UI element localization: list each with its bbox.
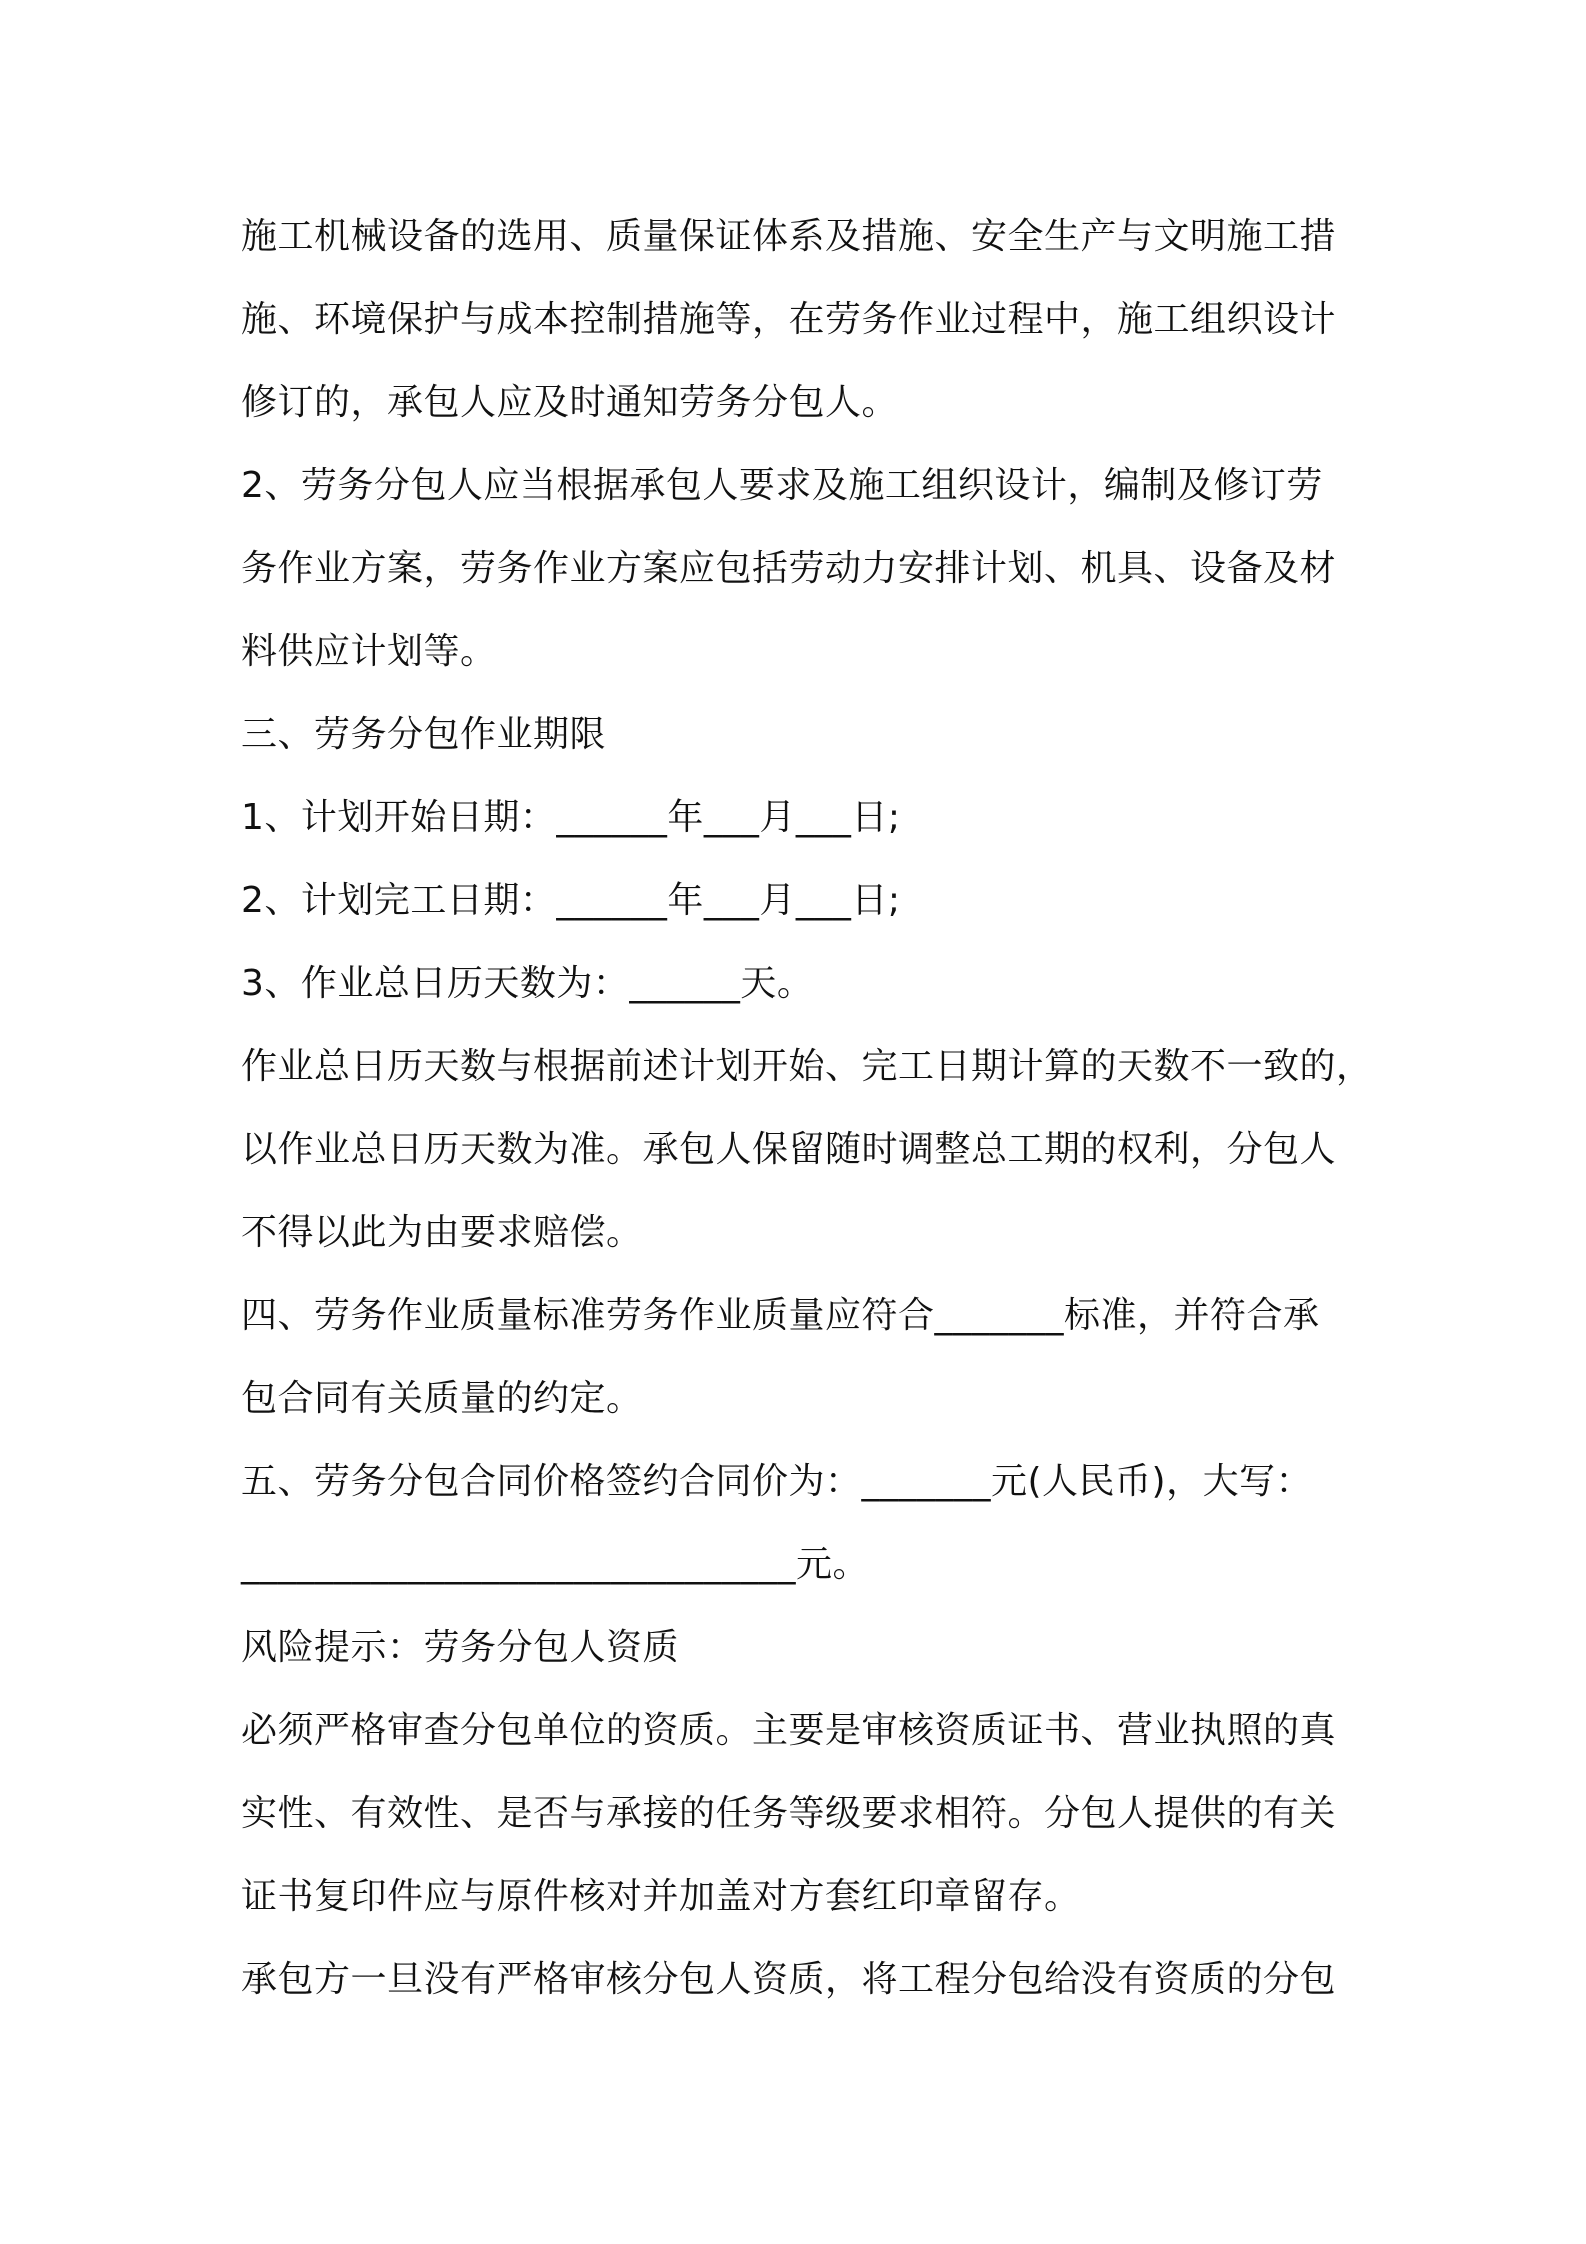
text-line: ______________________________元。 — [241, 1544, 869, 1585]
text-line: 作业总日历天数与根据前述计划开始、完工日期计算的天数不一致的， — [241, 1046, 1373, 1087]
text-line: 2、劳务分包人应当根据承包人要求及施工组织设计，编制及修订劳 — [241, 465, 1323, 506]
text-line: 修订的，承包人应及时通知劳务分包人。 — [241, 382, 899, 423]
text-line: 以作业总日历天数为准。承包人保留随时调整总工期的权利，分包人 — [241, 1129, 1337, 1170]
text-line: 承包方一旦没有严格审核分包人资质，将工程分包给没有资质的分包 — [241, 1959, 1337, 2000]
text-line: 实性、有效性、是否与承接的任务等级要求相符。分包人提供的有关 — [241, 1793, 1337, 1834]
text-line: 1、计划开始日期：______年___月___日; — [241, 797, 901, 838]
text-line: 证书复印件应与原件核对并加盖对方套红印章留存。 — [241, 1876, 1081, 1917]
document-body — [241, 195, 1371, 2021]
section-heading: 五、劳务分包合同价格签约合同价为：_______元(人民币)，大写： — [241, 1461, 1313, 1502]
text-line: 施工机械设备的选用、质量保证体系及措施、安全生产与文明施工措 — [241, 216, 1337, 257]
text-line: 2、计划完工日期：______年___月___日; — [241, 880, 901, 921]
text-line: 包合同有关质量的约定。 — [241, 1378, 643, 1419]
section-heading: 三、劳务分包作业期限 — [241, 714, 607, 755]
text-line: 3、作业总日历天数为：______天。 — [241, 963, 814, 1004]
text-line: 料供应计划等。 — [241, 631, 497, 672]
text-line: 施、环境保护与成本控制措施等，在劳务作业过程中，施工组织设计 — [241, 299, 1337, 340]
section-heading: 四、劳务作业质量标准劳务作业质量应符合_______标准，并符合承 — [241, 1295, 1320, 1336]
text-line: 不得以此为由要求赔偿。 — [241, 1212, 643, 1253]
risk-heading: 风险提示：劳务分包人资质 — [241, 1627, 680, 1668]
text-line: 务作业方案，劳务作业方案应包括劳动力安排计划、机具、设备及材 — [241, 548, 1337, 589]
text-line: 必须严格审查分包单位的资质。主要是审核资质证书、营业执照的真 — [241, 1710, 1337, 1751]
